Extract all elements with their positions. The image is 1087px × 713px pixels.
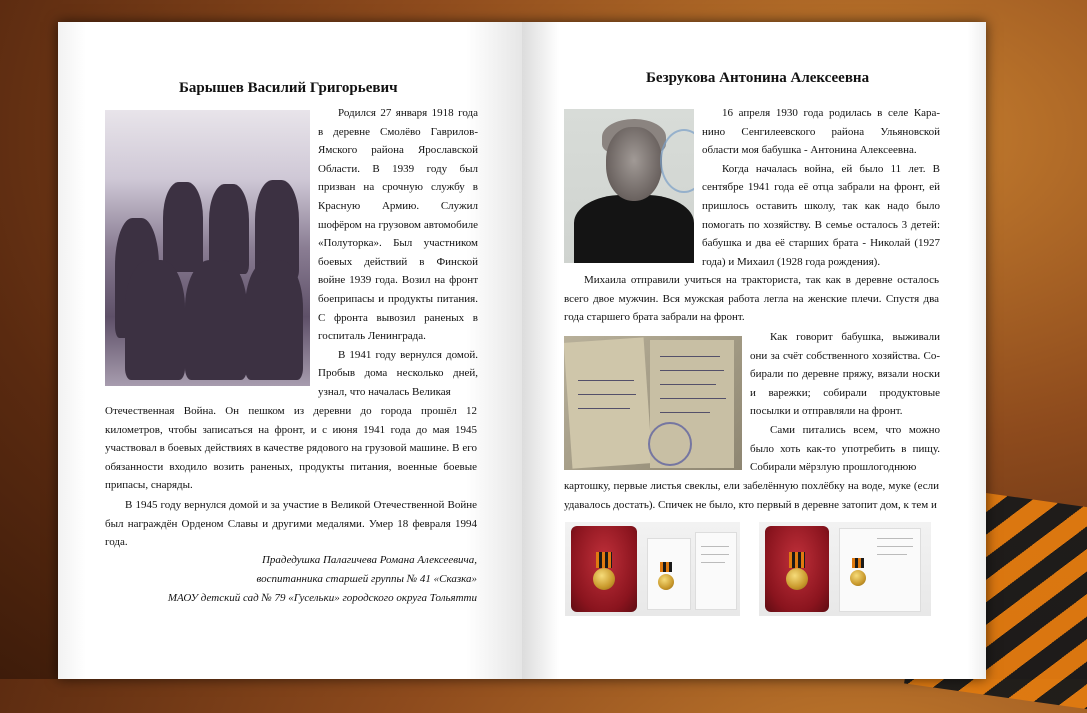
- text-line: нино Сенгилеевского района Ульяновской: [702, 125, 940, 138]
- right-page: [522, 22, 986, 679]
- text-line: Пробыв дома несколько дней,: [318, 367, 478, 380]
- text-line: бабушка и два её старших брата - Николай (1927: [702, 237, 940, 250]
- medal-photo-1: [565, 522, 740, 616]
- text-line: было хоть как-то употребить в пищу.: [750, 442, 940, 455]
- text-line: 16 апреля 1930 года родилась в селе Кара-: [722, 107, 940, 119]
- right-paragraph-2: картошку, первые листья свеклы, ели забелённую похлёбку на воде, муке (если удавалось достать). Спичек не было, кто первый в деревне затопит дом, к тем и: [564, 480, 939, 511]
- text-line: боевых действий в Финской: [318, 255, 478, 268]
- text-line: шофёром на грузовом автомобиле: [318, 218, 478, 231]
- right-page-title: Безрукова Антонина Алексеевна: [646, 70, 870, 86]
- text-line: «Полуторка». Был участником: [318, 237, 478, 250]
- left-page-title: Барышев Василий Григорьевич: [179, 80, 398, 96]
- text-line: узнал, что началась Великая: [318, 386, 451, 398]
- left-paragraph-2: В 1945 году вернулся домой и за участие в Великой Отечественной Войне был награждён Орденом Славы и другими медалями. Умер 18 февраля 1994 года.: [105, 499, 477, 549]
- text-line: призван на срочную службу в: [318, 181, 478, 194]
- medal-photo-2: [759, 522, 931, 616]
- text-line: Сами питались всем, что можно: [770, 424, 940, 436]
- text-line: в деревне Смолёво Гаврилов-: [318, 125, 478, 138]
- left-page: [58, 22, 522, 679]
- text-line: боеприпасы и продукты питания.: [318, 293, 478, 305]
- soldiers-photo: [105, 110, 310, 386]
- text-line: пришлось оставить школу, так как надо было: [702, 200, 940, 212]
- signature-line-3: МАОУ детский сад № 79 «Гусельки» городского округа Тольятти: [167, 592, 477, 604]
- text-line: войне 1939 года. Возил на фронт: [318, 274, 478, 287]
- text-line: Когда началась война, ей было 11 лет. В: [722, 162, 940, 175]
- left-paragraph-1: Отечественная Война. Он пешком из деревни до города прошёл 12 километров, чтобы записаться на фронт, и с июня 1941 года до мая 1945 участвовал в боевых действиях в качестве рядового на грузовой машине. В его обязанности входило возить раненых, продукты питания, военные боевые припасы, снаряды.: [105, 405, 477, 492]
- text-line: области моя бабушка - Антонина Алексеевна.: [702, 144, 917, 157]
- text-line: года) и Михаил (1928 года рождения).: [702, 255, 881, 268]
- text-line: Родился 27 января 1918 года: [338, 107, 478, 119]
- text-line: Как говорит бабушка, выживали: [770, 331, 940, 343]
- text-line: и варежки; собирали продуктовые: [750, 386, 940, 399]
- text-line: Собирали мёрзлую прошлогоднюю: [750, 461, 917, 474]
- text-line: бирали по деревне пряжу, вязали носки: [750, 368, 940, 381]
- background-decoration: [2, 565, 8, 587]
- text-line: Красную Армию. Служил: [318, 200, 478, 212]
- open-book: [58, 22, 986, 679]
- right-paragraph-1: Михаила отправили учиться на тракториста, так как в деревне осталось всего двое мужчин. Вся мужская работа легла на женские плечи. Спустя два года старшего брата забрали на фронт.: [564, 274, 939, 324]
- text-line: сентябре 1941 года её отца забрали на фронт, ей: [702, 181, 940, 194]
- text-line: госпиталь Ленинграда.: [318, 330, 426, 343]
- text-line: С фронта вывозил раненых в: [318, 311, 478, 324]
- document-photo: [564, 336, 742, 470]
- text-line: помогать по хозяйству. В семье осталось 3 детей:: [702, 218, 940, 231]
- portrait-photo: [564, 109, 694, 263]
- text-line: В 1941 году вернулся домой.: [338, 348, 478, 361]
- text-line: Ямского района Ярославской: [318, 144, 478, 157]
- text-line: Области. В 1939 году был: [318, 162, 478, 175]
- signature-line-1: Прадедушка Палагичева Романа Алексеевича,: [261, 554, 477, 566]
- text-line: они за счёт собственного хозяйства. Со-: [750, 349, 940, 362]
- text-line: посылки и отправляли на фронт.: [750, 405, 903, 418]
- signature-line-2: воспитанника старшей группы № 41 «Сказка»: [256, 573, 477, 585]
